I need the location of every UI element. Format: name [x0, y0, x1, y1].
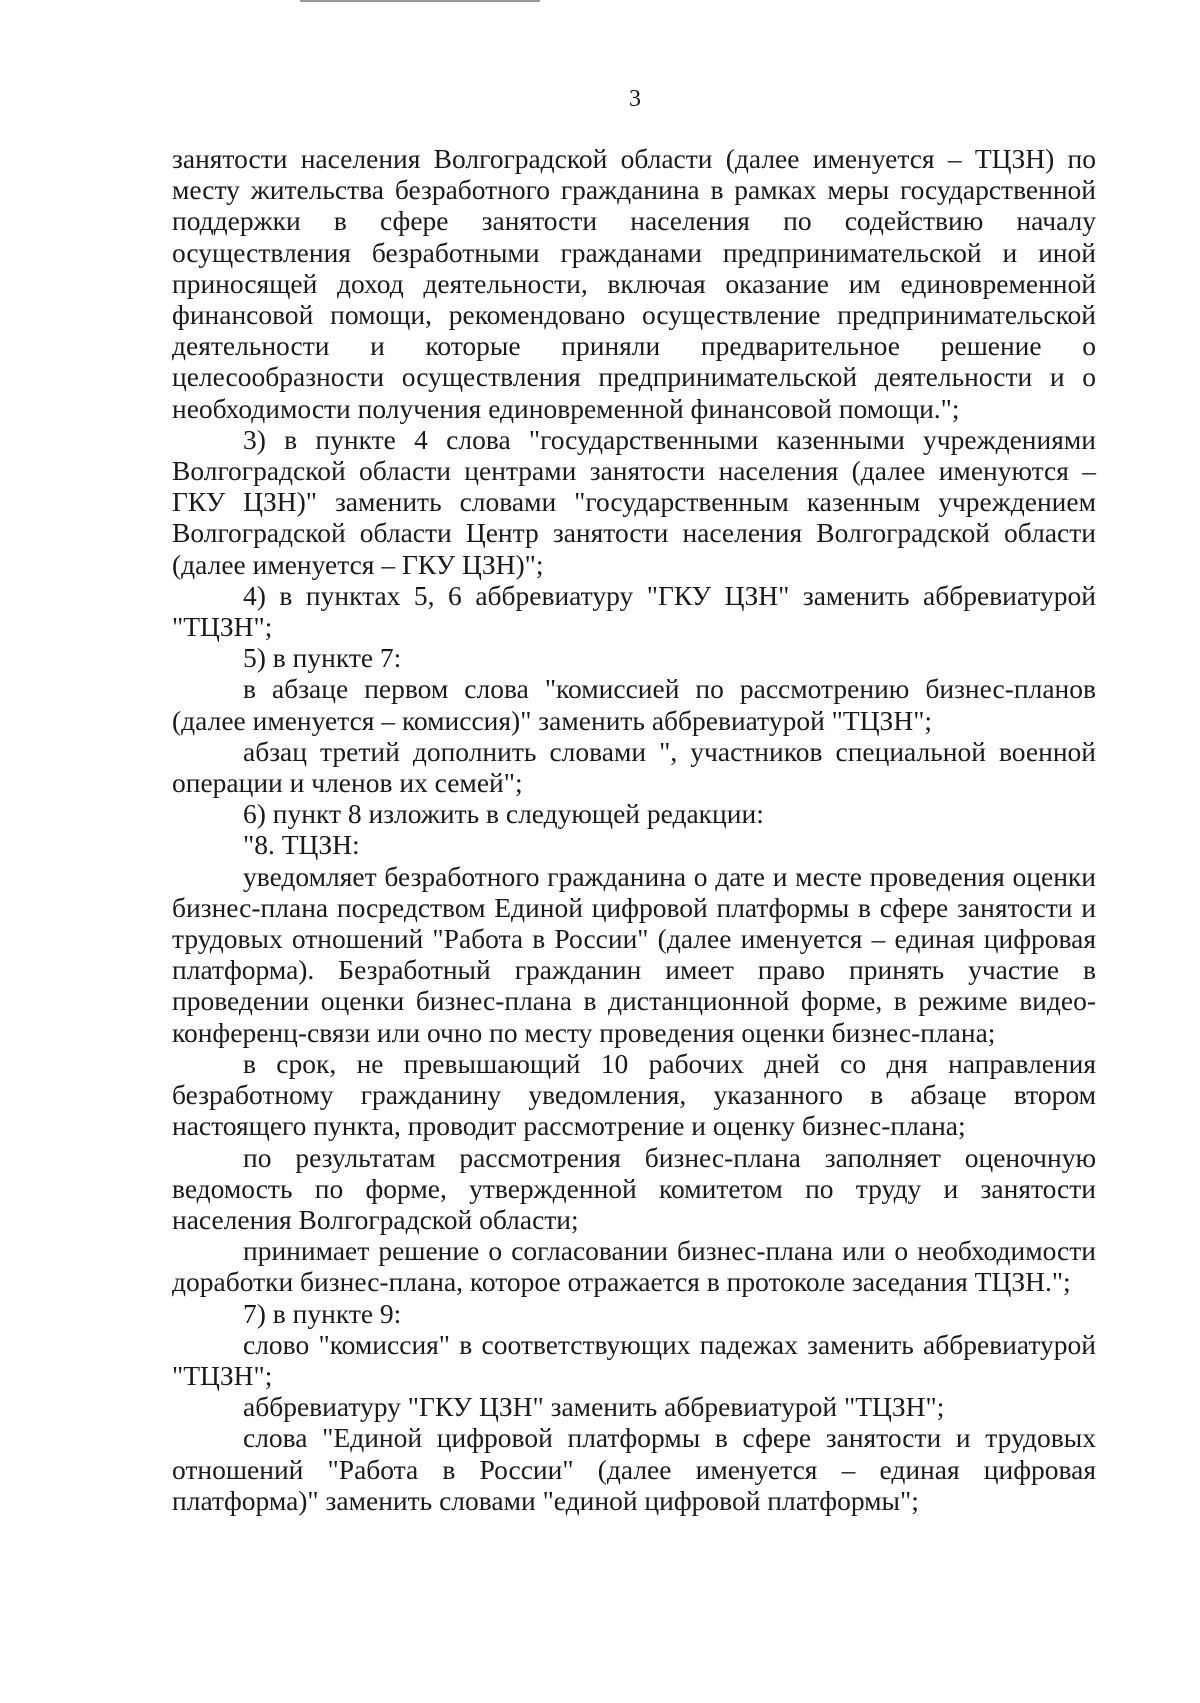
- paragraph-item-4: 4) в пунктах 5, 6 аббревиатуру "ГКУ ЦЗН" заменить аббревиатурой "ТЦЗН";: [172, 579, 1096, 643]
- paragraph-point-8-notify: уведомляет безработного гражданина о дате и месте проведения оценки бизнес-плана посредством Единой цифровой платформы в сфере занятости и трудовых отношений "Работа в России" (далее именуется – единая цифровая платформа). Безработный гражданин имеет право принять участие в проведении оценки бизнес-плана в дистанционной форме, в режиме видео-конференц-связи или очно по месту проведения оценки бизнес-плана;: [172, 860, 1096, 1048]
- paragraph-point-8-assessment: по результатам рассмотрения бизнес-плана заполняет оценочную ведомость по форме, утвержденной комитетом по труду и занятости населения Волгоградской области;: [172, 1141, 1096, 1235]
- paragraph-point-8-term: в срок, не превышающий 10 рабочих дней со дня направления безработному гражданину уведомления, указанного в абзаце втором настоящего пункта, проводит рассмотрение и оценку бизнес-плана;: [172, 1047, 1096, 1142]
- paragraph-item-7-abbreviation: аббревиатуру "ГКУ ЦЗН" заменить аббревиатурой "ТЦЗН";: [243, 1391, 945, 1423]
- paragraph-item-7: 7) в пункте 9:: [243, 1297, 402, 1329]
- paragraph-item-7-platform: слова "Единой цифровой платформы в сфере занятости и трудовых отношений "Работа в России" (далее именуется – единая цифровая платформа)" заменить словами "единой цифровой платформы";: [172, 1422, 1096, 1516]
- paragraph-item-5-abzac-1: в абзаце первом слова "комиссией по рассмотрению бизнес-планов (далее именуется – комиссия)" заменить аббревиатурой "ТЦЗН";: [172, 673, 1096, 736]
- paragraph-item-6: 6) пункт 8 изложить в следующей редакции:: [243, 798, 764, 830]
- document-body: [172, 143, 1096, 1516]
- paragraph-item-5: 5) в пункте 7:: [243, 642, 402, 674]
- paragraph-continuation: занятости населения Волгоградской области (далее именуется – ТЦЗН) по месту жительства безработного гражданина в рамках меры государственной поддержки в сфере занятости населения по содействию началу осуществления безработными гражданами предпринимательской и иной приносящей доход деятельности, включая оказание им единовременной финансовой помощи, рекомендовано осуществление предпринимательской деятельности и которые приняли предварительное решение о целесообразности осуществления предпринимательской деятельности и о необходимости получения единовременной финансовой помощи.";: [172, 143, 1096, 424]
- scan-top-edge: [300, 0, 540, 2]
- paragraph-point-8-heading: "8. ТЦЗН:: [243, 829, 360, 861]
- paragraph-item-7-word-commission: слово "комиссия" в соответствующих падежах заменить аббревиатурой "ТЦЗН";: [172, 1328, 1096, 1391]
- paragraph-point-8-decision: принимает решение о согласовании бизнес-плана или о необходимости доработки бизнес-плана, которое отражается в протоколе заседания ТЦЗН.";: [172, 1235, 1096, 1298]
- page-number: 3: [629, 86, 641, 112]
- paragraph-item-3: 3) в пункте 4 слова "государственными казенными учреждениями Волгоградской области центрами занятости населения (далее именуются – ГКУ ЦЗН)" заменить словами "государственным казенным учреждением Волгоградской области Центр занятости населения Волгоградской области (далее именуется – ГКУ ЦЗН)";: [172, 423, 1096, 580]
- paragraph-item-5-abzac-3: абзац третий дополнить словами ", участников специальной военной операции и членов их семей";: [172, 735, 1096, 799]
